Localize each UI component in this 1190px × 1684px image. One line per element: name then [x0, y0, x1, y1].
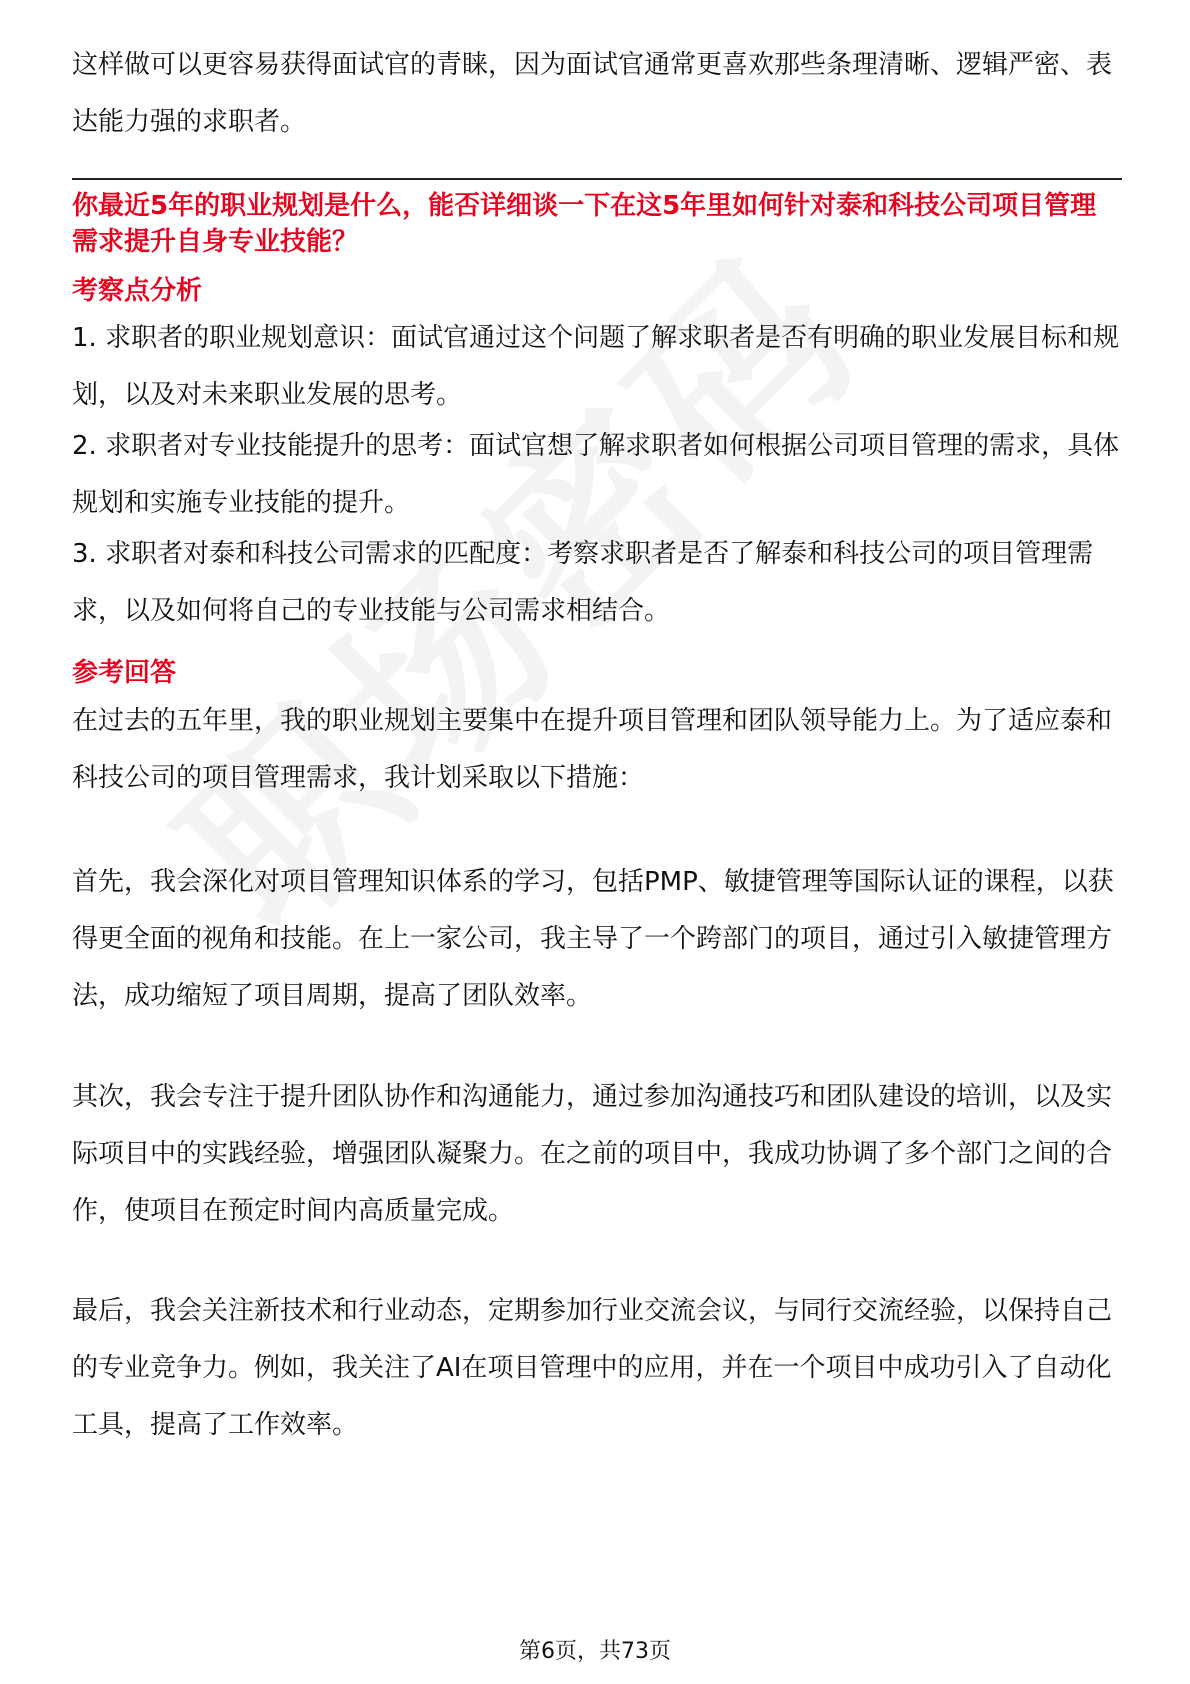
- intro-tail-paragraph: 这样做可以更容易获得面试官的青睐，因为面试官通常更喜欢那些条理清晰、逻辑严密、表达能力强的求职者。: [72, 50, 1113, 137]
- answer-heading: 参考回答: [72, 658, 177, 688]
- analysis-point-1: 1. 求职者的职业规划意识：面试官通过这个问题了解求职者是否有明确的职业发展目标和规划，以及对未来职业发展的思考。: [72, 323, 1120, 410]
- answer-paragraph-2: 首先，我会深化对项目管理知识体系的学习，包括PMP、敏捷管理等国际认证的课程，以获得更全面的视角和技能。在上一家公司，我主导了一个跨部门的项目，通过引入敏捷管理方法，成功缩短了项目周期，提高了团队效率。: [72, 867, 1114, 1011]
- answer-paragraph-4: 最后，我会关注新技术和行业动态，定期参加行业交流会议，与同行交流经验，以保持自己的专业竞争力。例如，我关注了AI在项目管理中的应用，并在一个项目中成功引入了自动化工具，提高了工作效率。: [72, 1296, 1113, 1440]
- section-divider: [72, 178, 1122, 180]
- analysis-point-3: 3. 求职者对泰和科技公司需求的匹配度：考察求职者是否了解泰和科技公司的项目管理需求，以及如何将自己的专业技能与公司需求相结合。: [72, 539, 1094, 626]
- answer-paragraph-3: 其次，我会专注于提升团队协作和沟通能力，通过参加沟通技巧和团队建设的培训，以及实际项目中的实践经验，增强团队凝聚力。在之前的项目中，我成功协调了多个部门之间的合作，使项目在预定时间内高质量完成。: [72, 1082, 1113, 1226]
- question-heading: 你最近5年的职业规划是什么，能否详细谈一下在这5年里如何针对泰和科技公司项目管理需求提升自身专业技能？: [72, 191, 1097, 257]
- page-number-footer: 第6页，共73页: [519, 1639, 671, 1664]
- analysis-heading: 考察点分析: [72, 276, 203, 306]
- answer-paragraph-1: 在过去的五年里，我的职业规划主要集中在提升项目管理和团队领导能力上。为了适应泰和科技公司的项目管理需求，我计划采取以下措施：: [72, 706, 1113, 793]
- analysis-point-2: 2. 求职者对专业技能提升的思考：面试官想了解求职者如何根据公司项目管理的需求，具体规划和实施专业技能的提升。: [72, 431, 1120, 518]
